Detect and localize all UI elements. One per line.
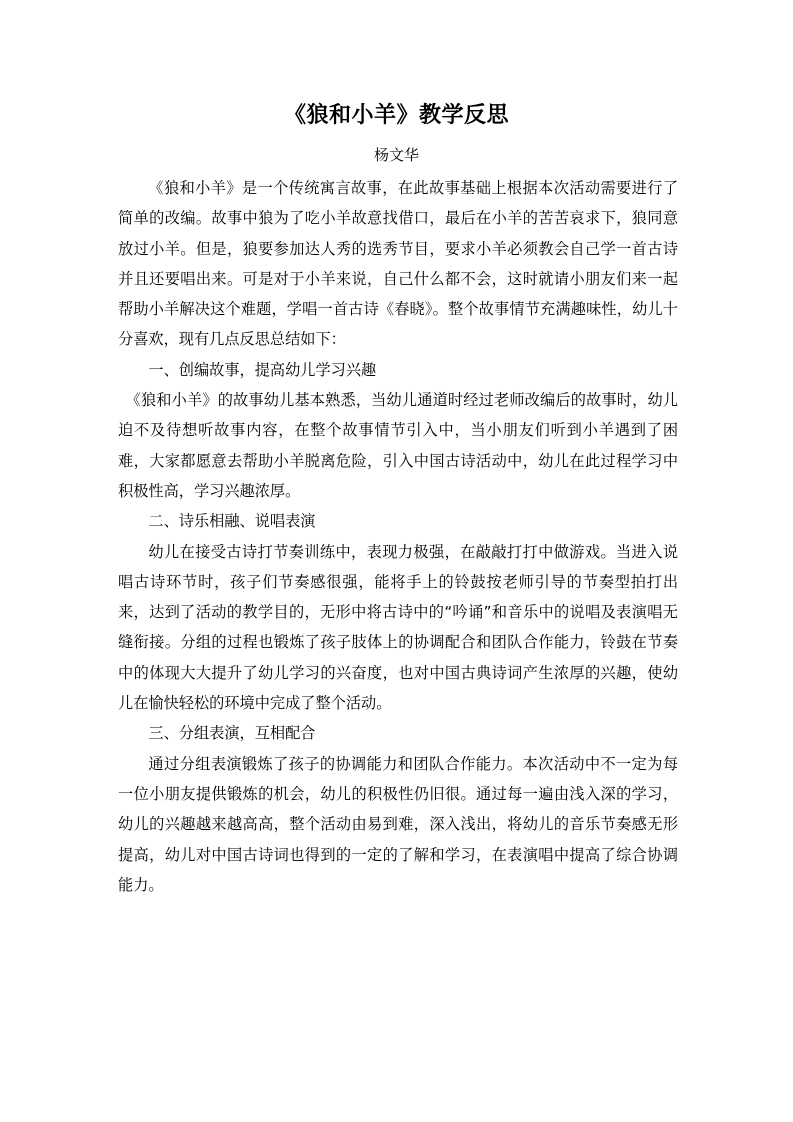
section-heading-2: 二、诗乐相融、说唱表演 bbox=[148, 512, 316, 531]
document-title: 《狼和小羊》教学反思 bbox=[283, 103, 509, 128]
section-1-paragraph: 《狼和小羊》的故事幼儿基本熟悉，当幼儿通道时经过老师改编后的故事时，幼儿迫不及待想听故事内容，在整个故事情节引入中，当小朋友们听到小羊遇到了困难，大家都愿意去帮助小羊脱离危险，引入中国古诗活动中，幼儿在此过程学习中积极性高，学习兴趣浓厚。 bbox=[118, 391, 678, 500]
section-heading-1: 一、创编故事，提高幼儿学习兴趣 bbox=[148, 360, 377, 379]
section-3-paragraph: 通过分组表演锻炼了孩子的协调能力和团队合作能力。本次活动中不一定为每一位小朋友提供锻炼的机会，幼儿的积极性仍旧很。通过每一遍由浅入深的学习，幼儿的兴趣越来越高高，整个活动由易到难，深入浅出，将幼儿的音乐节奏感无形提高，幼儿对中国古诗词也得到的一定的了解和学习，在表演唱中提高了综合协调能力。 bbox=[118, 754, 678, 894]
document-body bbox=[118, 173, 678, 900]
section-2-paragraph: 幼儿在接受古诗打节奏训练中，表现力极强，在敲敲打打中做游戏。当进入说唱古诗环节时，孩子们节奏感很强，能将手上的铃鼓按老师引导的节奏型拍打出来，达到了活动的教学目的，无形中将古诗中的“吟诵”和音乐中的说唱及表演唱无缝衔接。分组的过程也锻炼了孩子肢体上的协调配合和团队合作能力，铃鼓在节奏中的体现大大提升了幼儿学习的兴奋度，也对中国古典诗词产生浓厚的兴趣，使幼儿在愉快轻松的环境中完成了整个活动。 bbox=[118, 542, 678, 713]
intro-paragraph: 《狼和小羊》是一个传统寓言故事，在此故事基础上根据本次活动需要进行了简单的改编。故事中狼为了吃小羊故意找借口，最后在小羊的苦苦哀求下，狼同意放过小羊。但是，狼要参加达人秀的选秀节目，要求小羊必须教会自己学一首古诗并且还要唱出来。可是对于小羊来说，自己什么都不会，这时就请小朋友们来一起帮助小羊解决这个难题，学唱一首古诗《春晓》。整个故事情节充满趣味性，幼儿十分喜欢，现有几点反思总结如下： bbox=[118, 179, 678, 349]
document-author: 杨文华 bbox=[373, 146, 419, 164]
section-heading-3: 三、分组表演，互相配合 bbox=[148, 724, 316, 743]
